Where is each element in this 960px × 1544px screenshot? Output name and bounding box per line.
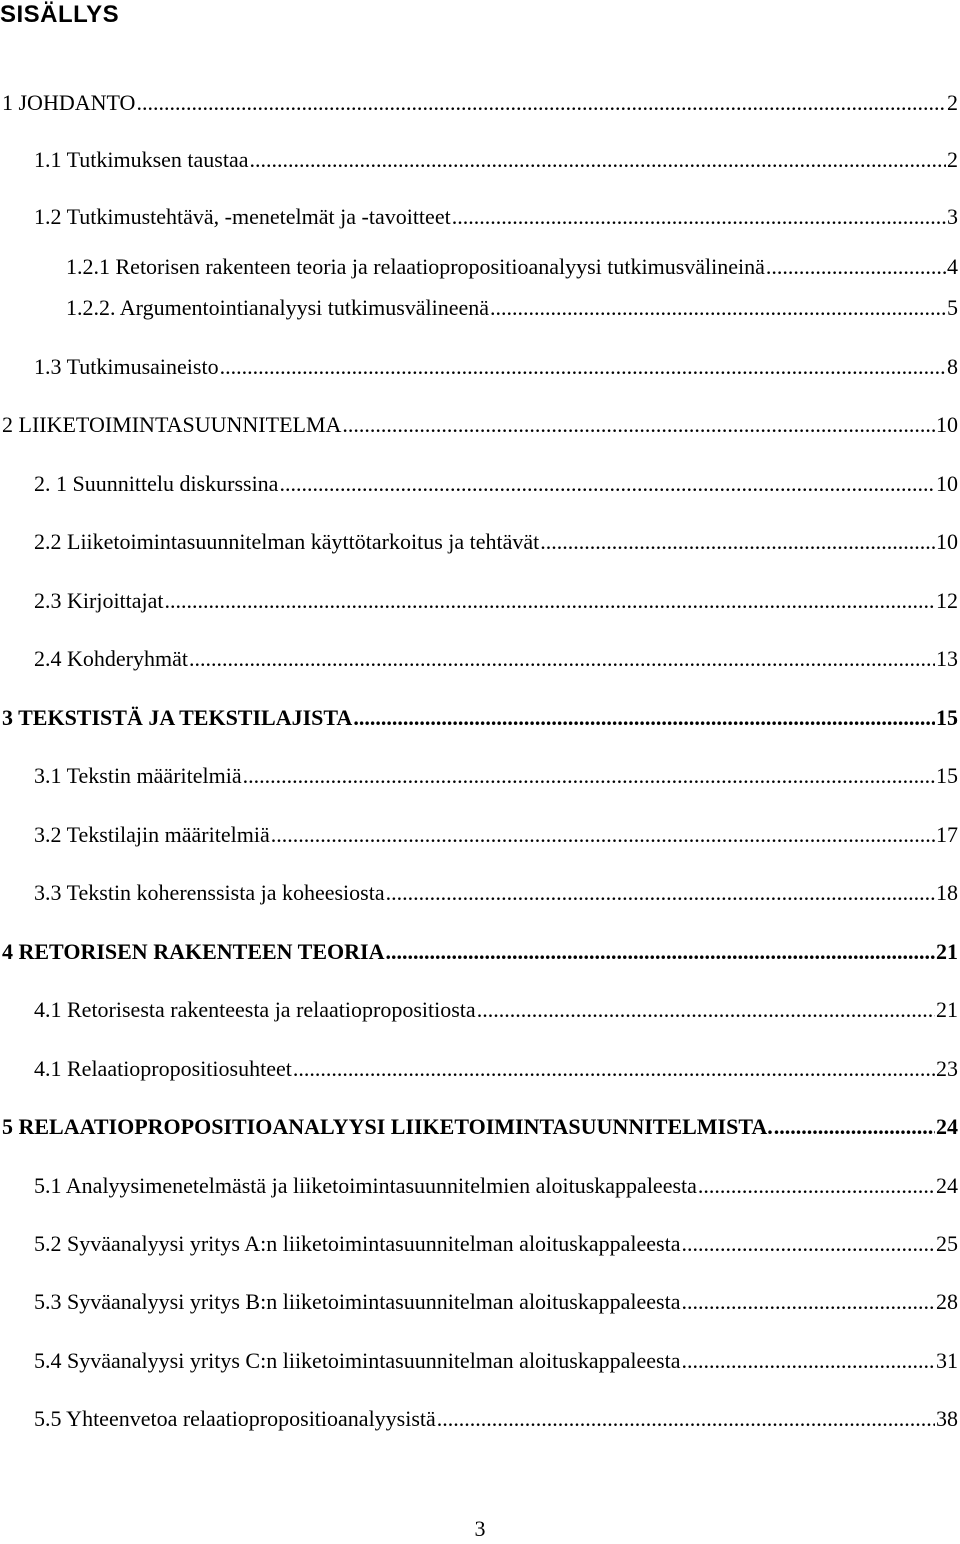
toc-leader [342,408,935,442]
toc-entry-label: 2.4 Kohderyhmät [34,646,188,671]
toc-leader [165,584,935,618]
toc-entry-label: 2.2 Liiketoimintasuunnitelman käyttötarkoitus ja tehtävät [34,529,540,554]
toc-entry-label: 5.5 Yhteenvetoa relaatiopropositioanalyysistä [34,1406,436,1431]
toc-entry-2-1[interactable] [34,467,958,501]
toc-leader [698,1169,935,1203]
toc-entry-page: 24 [936,1173,958,1198]
toc-leader [353,701,935,735]
toc-entry-5-4[interactable] [34,1344,958,1378]
toc-leader [293,1052,935,1086]
toc-leader [681,1344,935,1378]
toc-leader [452,200,946,234]
toc-leader [271,818,935,852]
toc-entry-label: 2 LIIKETOIMINTASUUNNITELMA [2,412,342,437]
toc-entry-label: 4.1 Relaatiopropositiosuhteet [34,1056,292,1081]
toc-leader [766,250,946,284]
toc-entry-4-1[interactable] [34,993,958,1027]
toc-entry-label: 1.2.1 Retorisen rakenteen teoria ja relaatiopropositioanalyysi tutkimusvälineinä [66,254,765,279]
toc-entry-label: 3.2 Tekstilajin määritelmiä [34,822,270,847]
toc-entry-page: 12 [936,588,958,613]
toc-entry-1-2-2[interactable] [66,291,958,325]
toc-leader [189,642,935,676]
toc-entry-page: 25 [936,1231,958,1256]
toc-entry-label: 1.3 Tutkimusaineisto [34,354,219,379]
toc-entry-3-1[interactable] [34,759,958,793]
toc-entry-page: 4 [947,254,958,279]
toc-entry-5-5[interactable] [34,1402,958,1436]
toc-entry-page: 24 [936,1114,958,1139]
toc-entry-label: 4 RETORISEN RAKENTEEN TEORIA [2,939,385,964]
toc-leader [136,86,946,120]
toc-leader [386,876,935,910]
toc-entry-3-3[interactable] [34,876,958,910]
toc-leader [279,467,935,501]
toc-entry-page: 2 [947,90,958,115]
toc-entry-page: 2 [947,147,958,172]
toc-leader [681,1227,935,1261]
toc-entry-page: 3 [947,204,958,229]
toc-entry-page: 8 [947,354,958,379]
toc-entry-1-1[interactable] [34,143,958,177]
toc-entry-label: 5.2 Syväanalyysi yritys A:n liiketoimintasuunnitelman aloituskappaleesta [34,1231,681,1256]
toc-leader [243,759,935,793]
toc-entry-4-1b[interactable] [34,1052,958,1086]
toc-entry-page: 23 [936,1056,958,1081]
toc-entry-label: 2. 1 Suunnittelu diskurssina [34,471,279,496]
toc-leader [250,143,946,177]
toc-entry-5-2[interactable] [34,1227,958,1261]
toc-entry-label: 5.3 Syväanalyysi yritys B:n liiketoimintasuunnitelman aloituskappaleesta [34,1289,681,1314]
toc-leader [540,525,935,559]
toc-entry-label: 5.1 Analyysimenetelmästä ja liiketoimintasuunnitelmien aloituskappaleesta [34,1173,697,1198]
page-number: 3 [474,1516,486,1541]
toc-entry-label: 5.4 Syväanalyysi yritys C:n liiketoimintasuunnitelman aloituskappaleesta [34,1348,681,1373]
toc-entry-1-2-1[interactable] [66,250,958,284]
toc-entry-page: 10 [936,529,958,554]
toc-entry-label: 3.3 Tekstin koherenssista ja koheesiosta [34,880,385,905]
toc-entry-label: 1.2.2. Argumentointianalyysi tutkimusvälineenä [66,295,490,320]
toc-entry-page: 17 [936,822,958,847]
toc-entry-page: 10 [936,412,958,437]
toc-entry-1-3[interactable] [34,350,958,384]
toc-entry-page: 10 [936,471,958,496]
toc-entry-label: 3.1 Tekstin määritelmiä [34,763,242,788]
toc-entry-2-4[interactable] [34,642,958,676]
toc-entry-2-2[interactable] [34,525,958,559]
toc-entry-page: 31 [936,1348,958,1373]
toc-entry-label: 1 JOHDANTO [2,90,136,115]
toc-entry-3-2[interactable] [34,818,958,852]
toc-entry-1[interactable] [2,86,958,120]
toc-leader [220,350,946,384]
toc-entry-page: 15 [936,763,958,788]
toc-entry-page: 28 [936,1289,958,1314]
toc-entry-1-2[interactable] [34,200,958,234]
toc-leader [774,1110,935,1144]
toc-leader [681,1285,935,1319]
toc-entry-page: 13 [936,646,958,671]
toc-entry-label: 1.1 Tutkimuksen taustaa [34,147,249,172]
toc-leader [385,935,935,969]
toc-entry-5-3[interactable] [34,1285,958,1319]
toc-entry-page: 21 [936,939,958,964]
toc-entry-2-3[interactable] [34,584,958,618]
page-title: SISÄLLYS [0,1,120,28]
toc-leader [437,1402,935,1436]
toc-entry-4[interactable] [2,935,958,969]
toc-entry-label: 1.2 Tutkimustehtävä, -menetelmät ja -tavoitteet [34,204,451,229]
toc-entry-5[interactable] [2,1110,958,1144]
toc-entry-label: 4.1 Retorisesta rakenteesta ja relaatiopropositiosta [34,997,476,1022]
toc-leader [490,291,946,325]
toc-entry-page: 15 [936,705,958,730]
toc-entry-page: 38 [936,1406,958,1431]
toc-entry-label: 5 RELAATIOPROPOSITIOANALYYSI LIIKETOIMINTASUUNNITELMISTA. [2,1114,773,1139]
toc-entry-label: 3 TEKSTISTÄ JA TEKSTILAJISTA [2,705,353,730]
toc-entry-page: 21 [936,997,958,1022]
toc-entry-label: 2.3 Kirjoittajat [34,588,164,613]
toc-entry-5-1[interactable] [34,1169,958,1203]
toc-leader [477,993,935,1027]
toc-entry-page: 5 [947,295,958,320]
toc-entry-2[interactable] [2,408,958,442]
toc-entry-page: 18 [936,880,958,905]
toc-entry-3[interactable] [2,701,958,735]
